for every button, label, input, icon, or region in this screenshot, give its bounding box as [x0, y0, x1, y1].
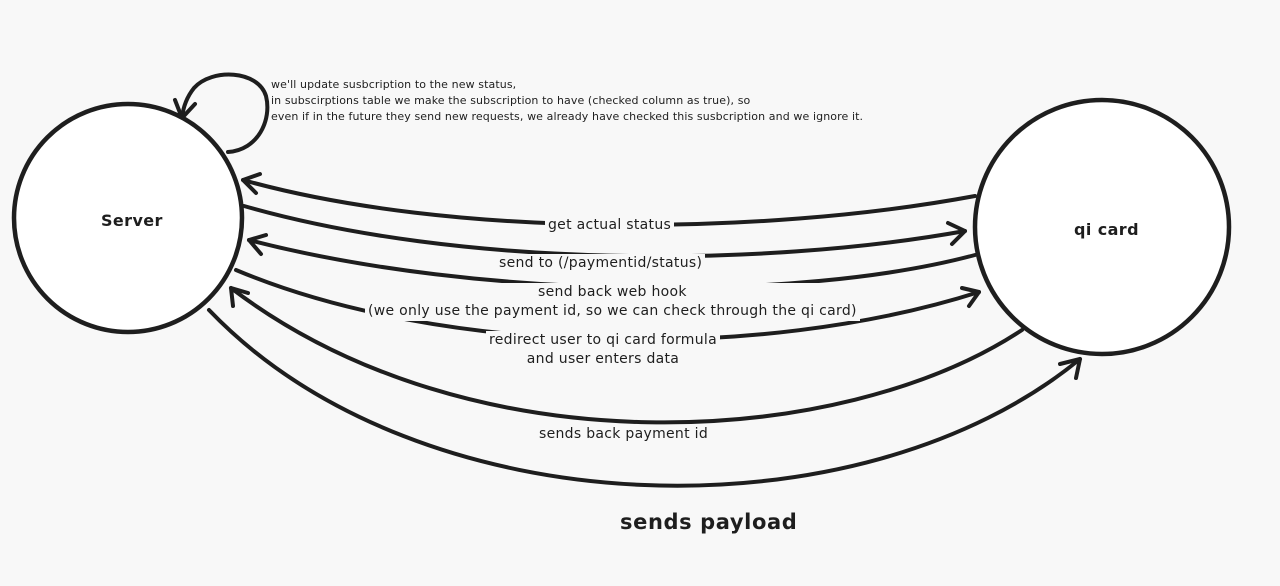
label-redirect-user [486, 331, 720, 369]
note-line-1: we'll update susbcription to the new status, [271, 78, 517, 91]
label-send-back-web-hook [365, 283, 860, 321]
note-line-3: even if in the future they send new requests, we already have checked this susbcription and we ignore it. [271, 110, 864, 123]
label-sends-back-payment-id: sends back payment id [536, 425, 711, 444]
label-send-to-status: send to (/paymentid/status) [496, 254, 705, 273]
redirect-line-1: redirect user to qi card formula [489, 332, 717, 348]
self-loop-note [271, 77, 863, 125]
web-hook-line-2: (we only use the payment id, so we can check through the qi card) [368, 303, 857, 319]
web-hook-line-1: send back web hook [538, 284, 687, 300]
note-line-2: in subscirptions table we make the subscription to have (checked column as true), so [271, 94, 751, 107]
qi-card-label: qi card [1074, 220, 1139, 239]
server-label: Server [101, 211, 163, 230]
label-sends-payload: sends payload [620, 510, 798, 534]
redirect-line-2: and user enters data [526, 351, 680, 367]
label-get-actual-status: get actual status [545, 216, 674, 235]
